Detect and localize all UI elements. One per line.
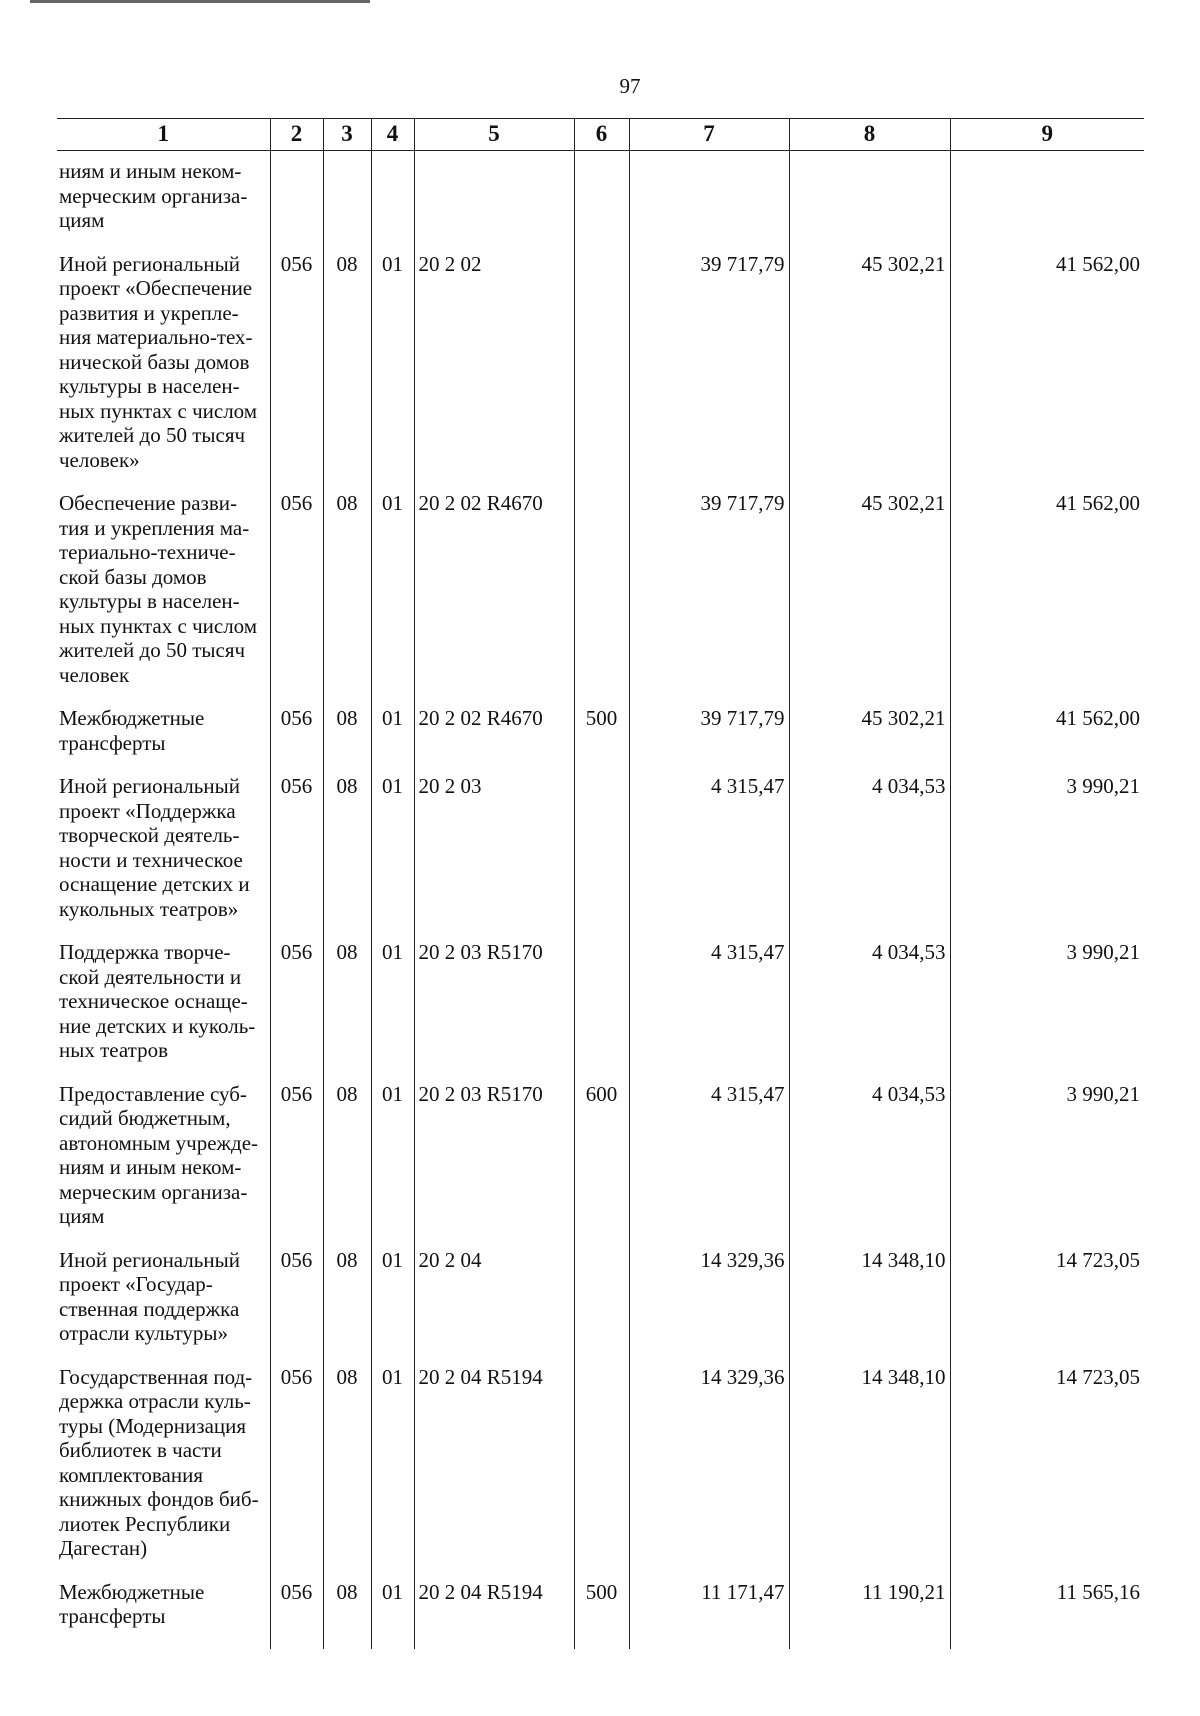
target-article-code: 20 2 02 — [414, 244, 574, 484]
amount-col-8: 45 302,21 — [789, 698, 950, 766]
amount-col-7: 39 717,79 — [629, 483, 789, 698]
ministry-code — [270, 151, 323, 244]
section-code: 08 — [323, 1240, 371, 1357]
ministry-code: 056 — [270, 698, 323, 766]
expense-type-code — [574, 932, 629, 1074]
table-row — [57, 1240, 1144, 1357]
section-code: 08 — [323, 766, 371, 932]
amount-col-8: 14 348,10 — [789, 1357, 950, 1572]
amount-col-8: 4 034,53 — [789, 766, 950, 932]
header-col-2: 2 — [270, 119, 323, 151]
item-name: ниям и иным неком- мерческим организа- циям — [57, 151, 270, 244]
section-code — [323, 151, 371, 244]
target-article-code: 20 2 02 R4670 — [414, 698, 574, 766]
header-col-9: 9 — [950, 119, 1144, 151]
table-row — [57, 932, 1144, 1074]
amount-col-7: 4 315,47 — [629, 766, 789, 932]
item-name: Обеспечение разви- тия и укрепления ма- териально-техниче- ской базы домов культуры в населен- ных пунктах с числом жителей до 50 тысяч человек — [57, 483, 270, 698]
section-code: 08 — [323, 698, 371, 766]
header-col-4: 4 — [371, 119, 414, 151]
expense-type-code — [574, 766, 629, 932]
item-name: Иной региональный проект «Государ- ственная поддержка отрасли культуры» — [57, 1240, 270, 1357]
item-name: Иной региональный проект «Обеспечение развития и укрепле- ния материально-тех- нической базы домов культуры в населен- ных пунктах с числом жителей до 50 тысяч человек» — [57, 244, 270, 484]
amount-col-8: 45 302,21 — [789, 244, 950, 484]
table-body — [57, 151, 1144, 1649]
table-row — [57, 1357, 1144, 1572]
header-col-3: 3 — [323, 119, 371, 151]
table-row — [57, 244, 1144, 484]
section-code: 08 — [323, 244, 371, 484]
amount-col-9 — [950, 151, 1144, 244]
item-name: Предоставление суб- сидий бюджетным, автономным учрежде- ниям и иным неком- мерческим организа- циям — [57, 1074, 270, 1240]
subsection-code: 01 — [371, 244, 414, 484]
expense-type-code — [574, 483, 629, 698]
amount-col-9: 3 990,21 — [950, 932, 1144, 1074]
amount-col-8: 4 034,53 — [789, 932, 950, 1074]
item-name: Межбюджетные трансферты — [57, 698, 270, 766]
subsection-code: 01 — [371, 1240, 414, 1357]
page-number: 97 — [619, 74, 641, 98]
amount-col-9: 41 562,00 — [950, 698, 1144, 766]
expense-type-code — [574, 1357, 629, 1572]
header-col-5: 5 — [414, 119, 574, 151]
ministry-code: 056 — [270, 1074, 323, 1240]
item-name: Иной региональный проект «Поддержка творческой деятель- ности и техническое оснащение детских и кукольных театров» — [57, 766, 270, 932]
table-row — [57, 766, 1144, 932]
subsection-code: 01 — [371, 483, 414, 698]
section-code: 08 — [323, 1357, 371, 1572]
amount-col-7: 14 329,36 — [629, 1240, 789, 1357]
amount-col-7: 4 315,47 — [629, 1074, 789, 1240]
amount-col-7: 4 315,47 — [629, 932, 789, 1074]
target-article-code: 20 2 03 R5170 — [414, 932, 574, 1074]
ministry-code: 056 — [270, 1240, 323, 1357]
amount-col-7 — [629, 151, 789, 244]
amount-col-9: 14 723,05 — [950, 1357, 1144, 1572]
amount-col-7: 11 171,47 — [629, 1572, 789, 1649]
target-article-code: 20 2 02 R4670 — [414, 483, 574, 698]
subsection-code: 01 — [371, 766, 414, 932]
expense-type-code — [574, 151, 629, 244]
amount-col-9: 41 562,00 — [950, 244, 1144, 484]
table-row — [57, 1074, 1144, 1240]
header-col-8: 8 — [789, 119, 950, 151]
target-article-code — [414, 151, 574, 244]
target-article-code: 20 2 04 — [414, 1240, 574, 1357]
table-header-row — [57, 119, 1144, 151]
ministry-code: 056 — [270, 932, 323, 1074]
subsection-code: 01 — [371, 698, 414, 766]
amount-col-8: 14 348,10 — [789, 1240, 950, 1357]
section-code: 08 — [323, 932, 371, 1074]
subsection-code: 01 — [371, 932, 414, 1074]
ministry-code: 056 — [270, 1357, 323, 1572]
expense-type-code: 500 — [574, 1572, 629, 1649]
amount-col-7: 14 329,36 — [629, 1357, 789, 1572]
ministry-code: 056 — [270, 1572, 323, 1649]
item-name: Государственная под- держка отрасли куль- туры (Модернизация библиотек в части комплектования книжных фондов биб- лиотек Республики Дагестан) — [57, 1357, 270, 1572]
amount-col-9: 3 990,21 — [950, 1074, 1144, 1240]
ministry-code: 056 — [270, 483, 323, 698]
table-row — [57, 151, 1144, 244]
section-code: 08 — [323, 1572, 371, 1649]
table-row — [57, 698, 1144, 766]
amount-col-8: 45 302,21 — [789, 483, 950, 698]
header-col-7: 7 — [629, 119, 789, 151]
subsection-code: 01 — [371, 1572, 414, 1649]
expense-type-code: 600 — [574, 1074, 629, 1240]
amount-col-9: 3 990,21 — [950, 766, 1144, 932]
table-row — [57, 1572, 1144, 1649]
amount-col-9: 14 723,05 — [950, 1240, 1144, 1357]
section-code: 08 — [323, 1074, 371, 1240]
item-name: Межбюджетные трансферты — [57, 1572, 270, 1649]
item-name: Поддержка творче- ской деятельности и техническое оснаще- ние детских и куколь- ных театров — [57, 932, 270, 1074]
header-col-1: 1 — [57, 119, 270, 151]
expense-type-code: 500 — [574, 698, 629, 766]
section-code: 08 — [323, 483, 371, 698]
ministry-code: 056 — [270, 244, 323, 484]
amount-col-9: 11 565,16 — [950, 1572, 1144, 1649]
target-article-code: 20 2 04 R5194 — [414, 1357, 574, 1572]
amount-col-8: 11 190,21 — [789, 1572, 950, 1649]
expense-type-code — [574, 244, 629, 484]
amount-col-7: 39 717,79 — [629, 244, 789, 484]
scan-edge-mark — [30, 0, 370, 3]
target-article-code: 20 2 04 R5194 — [414, 1572, 574, 1649]
subsection-code: 01 — [371, 1074, 414, 1240]
budget-table — [57, 118, 1144, 1649]
expense-type-code — [574, 1240, 629, 1357]
target-article-code: 20 2 03 R5170 — [414, 1074, 574, 1240]
table-row — [57, 483, 1144, 698]
header-col-6: 6 — [574, 119, 629, 151]
amount-col-9: 41 562,00 — [950, 483, 1144, 698]
subsection-code: 01 — [371, 1357, 414, 1572]
subsection-code — [371, 151, 414, 244]
ministry-code: 056 — [270, 766, 323, 932]
amount-col-8 — [789, 151, 950, 244]
amount-col-7: 39 717,79 — [629, 698, 789, 766]
amount-col-8: 4 034,53 — [789, 1074, 950, 1240]
target-article-code: 20 2 03 — [414, 766, 574, 932]
